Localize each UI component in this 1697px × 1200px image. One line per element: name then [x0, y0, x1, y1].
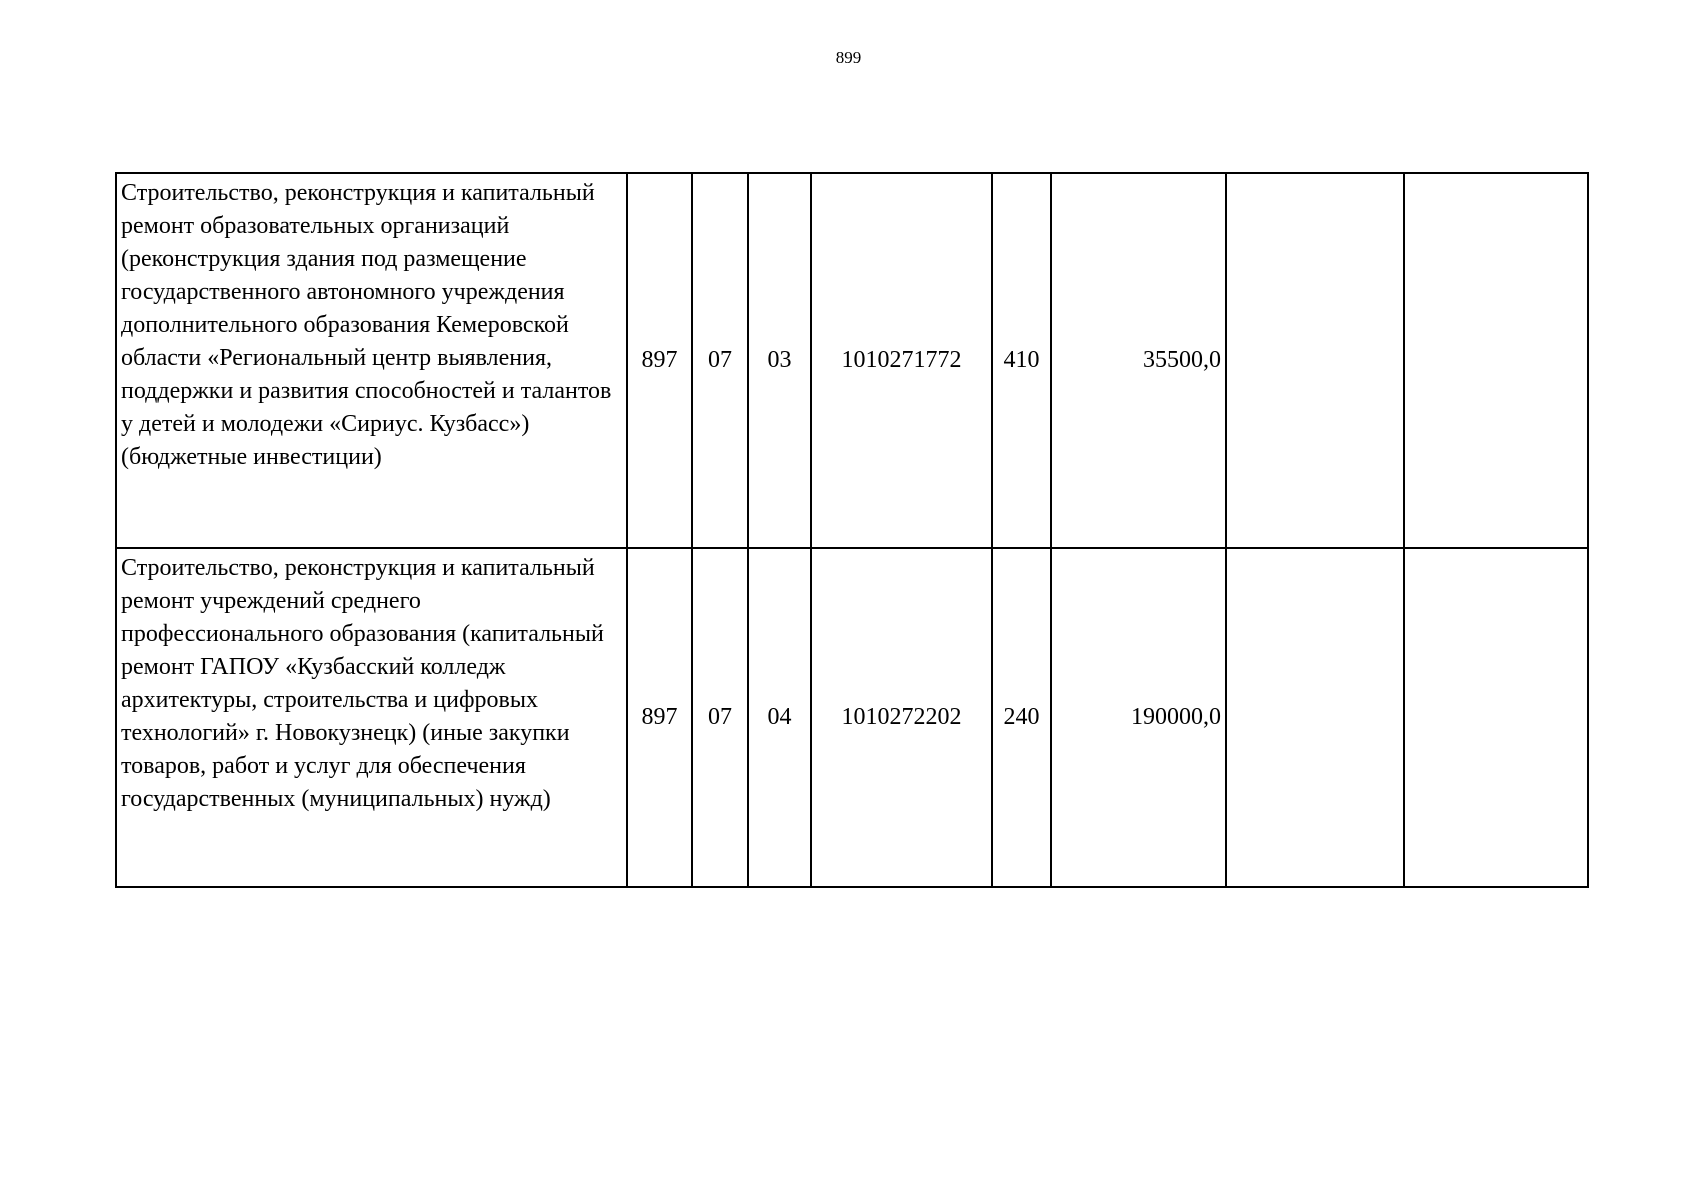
expense-type-cell: 240	[992, 548, 1051, 887]
amount-cell: 190000,0	[1051, 548, 1226, 887]
table-row	[116, 548, 1588, 887]
empty-cell-1	[1226, 173, 1404, 548]
empty-cell-1	[1226, 548, 1404, 887]
budget-table	[115, 172, 1589, 888]
expense-type-cell: 410	[992, 173, 1051, 548]
subsection-code-cell: 04	[748, 548, 811, 887]
amount-cell: 35500,0	[1051, 173, 1226, 548]
ministry-code-cell: 897	[627, 173, 692, 548]
ministry-code-cell: 897	[627, 548, 692, 887]
subsection-code-cell: 03	[748, 173, 811, 548]
target-article-cell: 1010272202	[811, 548, 992, 887]
page-number: 899	[835, 48, 862, 67]
description-cell: Строительство, реконструкция и капитальный ремонт образовательных организаций (реконструкция здания под размещение государственного автономного учреждения дополнительного образования Кемеровской области «Региональный центр выявления, поддержки и развития способностей и талантов у детей и молодежи «Сириус. Кузбасс») (бюджетные инвестиции)	[116, 173, 627, 548]
table-row	[116, 173, 1588, 548]
empty-cell-2	[1404, 173, 1588, 548]
section-code-cell: 07	[692, 548, 748, 887]
section-code-cell: 07	[692, 173, 748, 548]
description-cell: Строительство, реконструкция и капитальный ремонт учреждений среднего профессионального образования (капитальный ремонт ГАПОУ «Кузбасский колледж архитектуры, строительства и цифровых технологий» г. Новокузнецк) (иные закупки товаров, работ и услуг для обеспечения государственных (муниципальных) нужд)	[116, 548, 627, 887]
empty-cell-2	[1404, 548, 1588, 887]
target-article-cell: 1010271772	[811, 173, 992, 548]
